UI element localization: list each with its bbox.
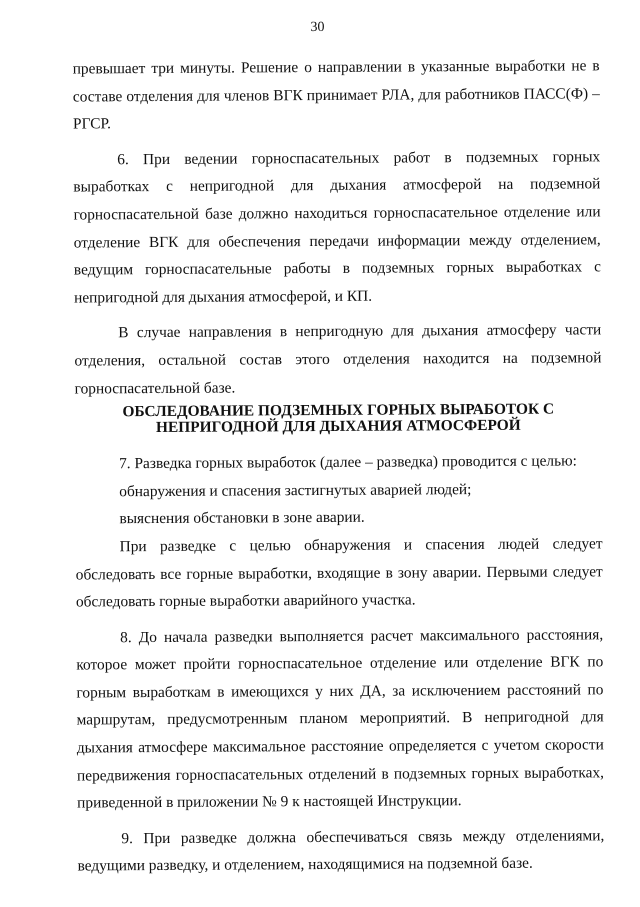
paragraph-search-rule: При разведке с целью обнаружения и спасения людей следует обследовать все горные выработки, входящие в зону аварии. Первыми следует обследовать горные выработки аварийного участка. [75, 535, 603, 611]
paragraph-continuation: превышает три минуты. Решение о направлении в указанные выработки не в составе отделения для членов ВГК принимает РЛА, для работников ПАСС(Ф) – РГСР. [72, 57, 600, 133]
paragraph-item-9: 9. При разведке должна обеспечиваться связь между отделениями, ведущими разведку, и отделением, находящимися на подземной базе. [77, 827, 605, 875]
list-item-situation: выяснения обстановки в зоне аварии. [119, 509, 365, 528]
paragraph-item-8: 8. До начала разведки выполняется расчет максимального расстояния, которое может пройти горноспасательное отделение или отделение ВГК по горным выработкам в имеющихся у них ДА, за исключением расстояний по маршрутам, предусмотренным планом мероприятий. В непригодной для дыхания атмосфере максимальное расстояние определяется с учетом скорости передвижения горноспасательных отделений в подземных горных выработках, приведенной в приложении № 9 к настоящей Инструкции. [76, 625, 605, 812]
page-number: 30 [310, 19, 325, 36]
paragraph-partial-unit: В случае направления в непригодную для дыхания атмосферу части отделения, остальной состав этого отделения находится на подземной горноспасательной базе. [74, 321, 602, 398]
section-heading: ОБСЛЕДОВАНИЕ ПОДЗЕМНЫХ ГОРНЫХ ВЫРАБОТОК С НЕПРИГОДНОЙ ДЛЯ ДЫХАНИЯ АТМОСФЕРОЙ [122, 400, 555, 437]
document-body [73, 52, 605, 880]
paragraph-item-7: 7. Разведка горных выработок (далее – разведка) проводится с целью: [119, 452, 577, 473]
list-item-rescue: обнаружения и спасения застигнутых аварией людей; [119, 480, 472, 500]
paragraph-item-6: 6. При ведении горноспасательных работ в подземных горных выработках с непригодной для дыхания атмосферой на подземной горноспасательной базе должно находиться горноспасательное отделение или отделение ВГК для обеспечения передачи информации между отделением, ведущим горноспасательные работы в подземных горных выработках с непригодной для дыхания атмосферой, и КП. [73, 148, 601, 307]
